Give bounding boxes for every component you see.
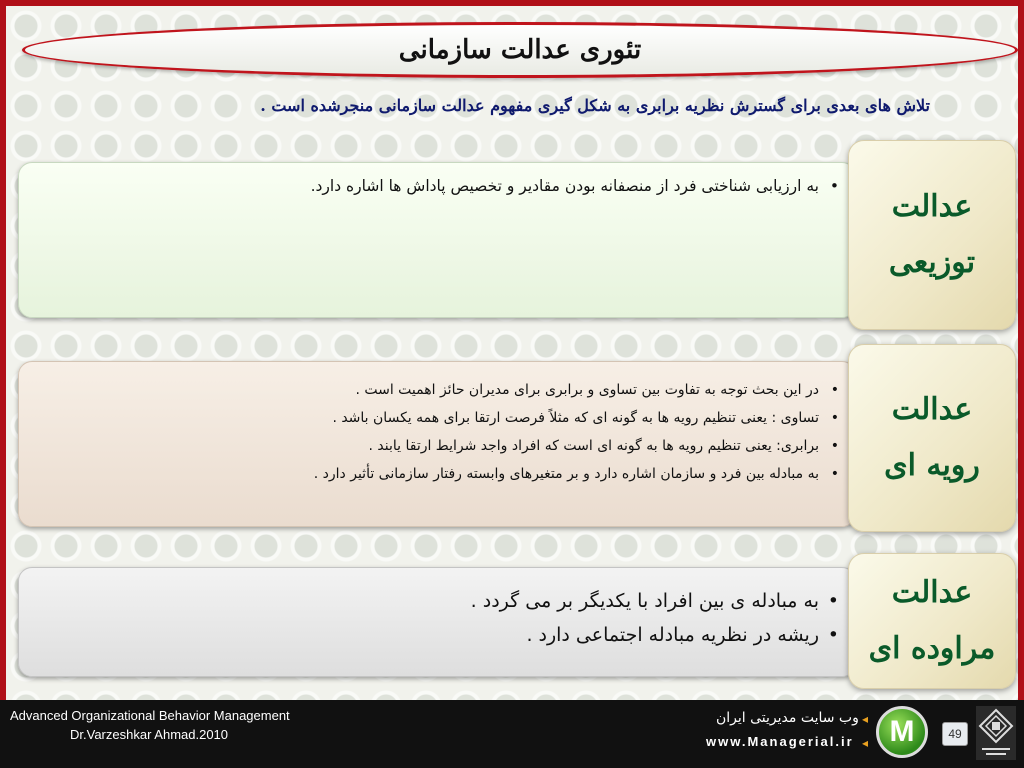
bullet-item: • برابری: یعنی تنظیم رویه ها به گونه ای است که افراد واجد شرایط ارتقا یابند . [41, 438, 841, 454]
arrow-icon: ◂ [862, 736, 869, 750]
tab-label-line2: توزیعی [888, 245, 976, 280]
title-banner [22, 22, 1018, 78]
interactional-justice-panel [18, 567, 856, 677]
author-credit: Dr.Varzeshkar Ahmad.2010 [70, 727, 229, 742]
slide-title: تئوری عدالت سازمانی [398, 35, 642, 65]
site-url[interactable]: www.Managerial.ir [706, 734, 854, 749]
bullet-list [41, 382, 841, 494]
procedural-justice-panel [18, 361, 856, 527]
course-title: Advanced Organizational Behavior Management [10, 708, 290, 723]
bullet-item: • تساوی : یعنی تنظیم رویه ها به گونه ای که مثلاً فرصت ارتقا برای همه یکسان باشد . [41, 410, 841, 426]
tab-label-line1: عدالت [891, 189, 973, 224]
intro-text: تلاش های بعدی برای گسترش نظریه برابری به شکل گیری مفهوم عدالت سازمانی منجرشده است . [260, 96, 930, 115]
bullet-item: • به ارزیابی شناختی فرد از منصفانه بودن مقادیر و تخصیص پاداش ها اشاره دارد. [41, 177, 841, 195]
distributive-justice-panel [18, 162, 856, 318]
university-emblem-icon [974, 704, 1018, 762]
interactional-justice-tab [848, 553, 1016, 689]
distributive-justice-tab [848, 140, 1016, 330]
site-name: وب سایت مدیریتی ایران [716, 710, 859, 726]
arrow-icon: ◂ [862, 712, 869, 726]
bullet-item: • در این بحث توجه به تفاوت بین تساوی و برابری برای مدیران حائز اهمیت است . [41, 382, 841, 398]
tab-label-line1: عدالت [891, 575, 973, 610]
bullet-item: • ریشه در نظریه مبادله اجتماعی دارد . [41, 624, 841, 646]
bullet-item: • به مبادله بین فرد و سازمان اشاره دارد و بر متغیرهای وابسته رفتار سازمانی تأثیر دارد . [41, 466, 841, 482]
managerial-logo-icon: M [876, 706, 928, 758]
bullet-list [41, 177, 841, 195]
footer-bar [0, 700, 1024, 768]
bullet-list [41, 590, 841, 658]
tab-label-line2: رویه ای [884, 448, 980, 483]
bullet-item: • به مبادله ی بین افراد با یکدیگر بر می گردد . [41, 590, 841, 612]
tab-label-line1: عدالت [891, 392, 973, 427]
page-number: 49 [942, 722, 968, 746]
tab-label-line2: مراوده ای [868, 631, 996, 666]
procedural-justice-tab [848, 344, 1016, 532]
